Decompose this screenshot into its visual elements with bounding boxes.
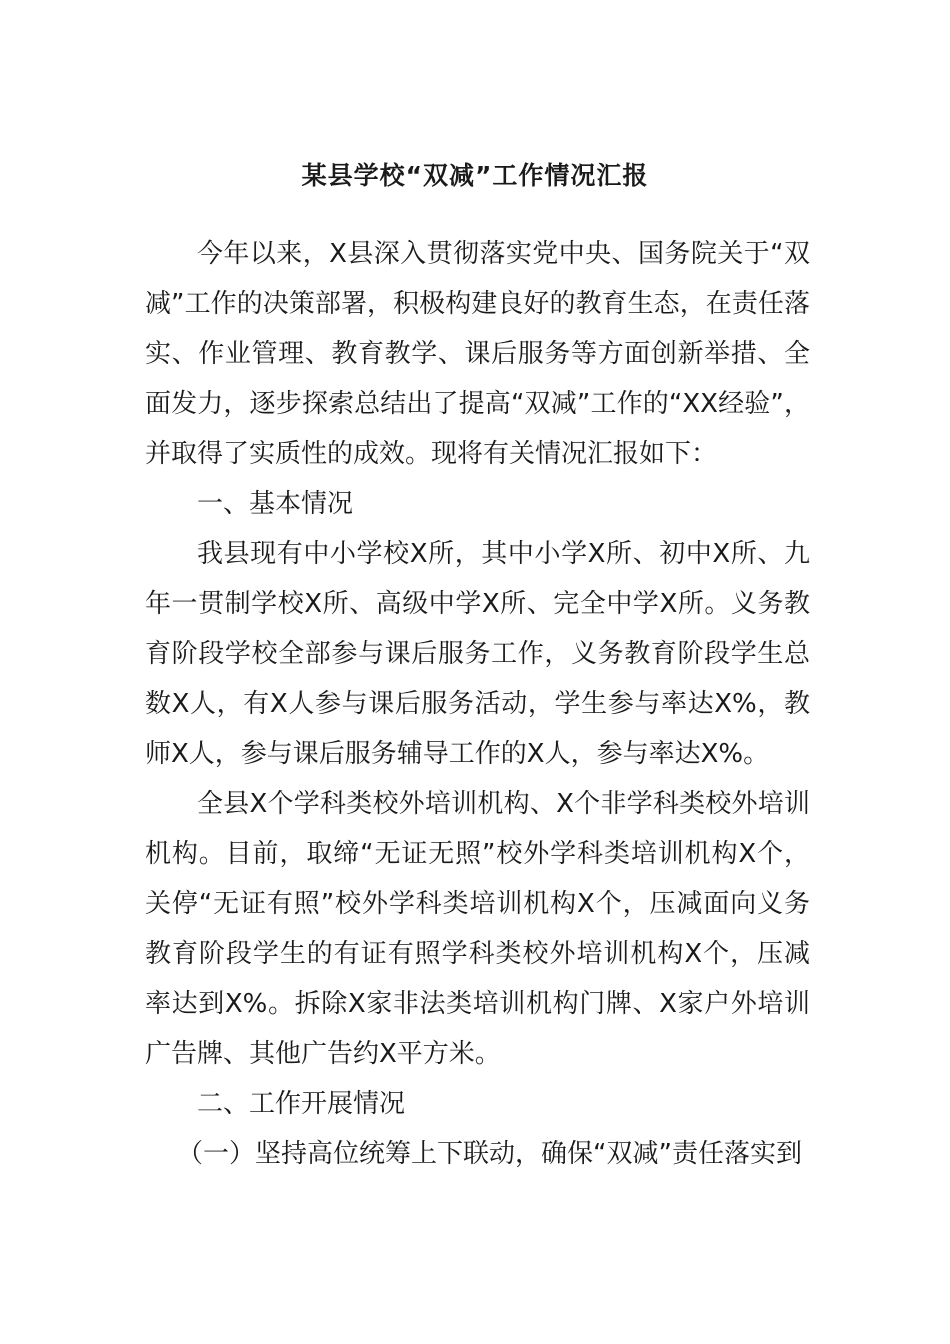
section-heading-basic: 一、基本情况 xyxy=(197,489,354,519)
basic-institutions-paragraph: 全县X个学科类校外培训机构、X个非学科类校外培训机构。目前，取缔“无证无照”校外学科类培训机构X个，关停“无证有照”校外学科类培训机构X个，压减面向义务教育阶段学生的有证有照学科类校外培训机构X个，压减率达到X%。拆除X家非法类培训机构门牌、X家户外培训广告牌、其他广告约X平方米。 xyxy=(145,789,810,1069)
document-body xyxy=(145,229,810,1179)
intro-paragraph: 今年以来，X县深入贯彻落实党中央、国务院关于“双减”工作的决策部署，积极构建良好的教育生态，在责任落实、作业管理、教育教学、课后服务等方面创新举措、全面发力，逐步探索总结出了提高“双减”工作的“XX经验”，并取得了实质性的成效。现将有关情况汇报如下： xyxy=(145,239,810,469)
section-heading-work: 二、工作开展情况 xyxy=(197,1089,406,1119)
subsection-heading-1: （一）坚持高位统筹上下联动，确保“双减”责任落实到 xyxy=(177,1139,802,1169)
basic-schools-paragraph: 我县现有中小学校X所，其中小学X所、初中X所、九年一贯制学校X所、高级中学X所、完全中学X所。义务教育阶段学校全部参与课后服务工作，义务教育阶段学生总数X人，有X人参与课后服务活动，学生参与率达X%，教师X人，参与课后服务辅导工作的X人，参与率达X%。 xyxy=(145,539,810,769)
document-title: 某县学校“双减”工作情况汇报 xyxy=(301,161,649,190)
